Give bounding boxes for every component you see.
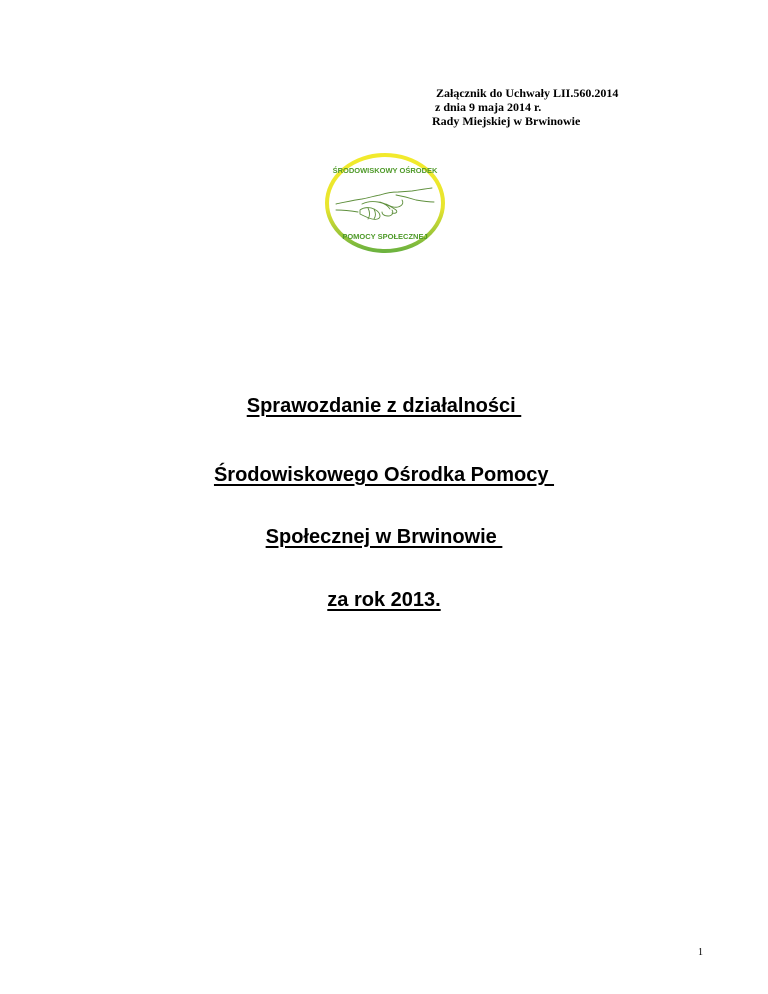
attachment-line-2: z dnia 9 maja 2014 r. <box>435 100 542 114</box>
organization-logo <box>324 152 446 254</box>
logo-bottom-text: POMOCY SPOŁECZNEJ <box>342 232 428 241</box>
title-line-1: Sprawozdanie z działalności <box>246 395 522 417</box>
attachment-line-3: Rady Miejskiej w Brwinowie <box>432 114 581 128</box>
attachment-note <box>432 86 618 128</box>
title-line-2: Środowiskowego Ośrodka Pomocy <box>213 464 555 486</box>
page-number: 1 <box>698 947 703 958</box>
logo-top-text: ŚRODOWISKOWY OŚRODEK <box>332 166 438 175</box>
attachment-line-1: Załącznik do Uchwały LII.560.2014 <box>436 86 619 100</box>
title-line-3: Społecznej w Brwinowie <box>265 526 503 548</box>
logo-graphic <box>324 152 446 254</box>
title-line-4: za rok 2013. <box>327 589 441 611</box>
